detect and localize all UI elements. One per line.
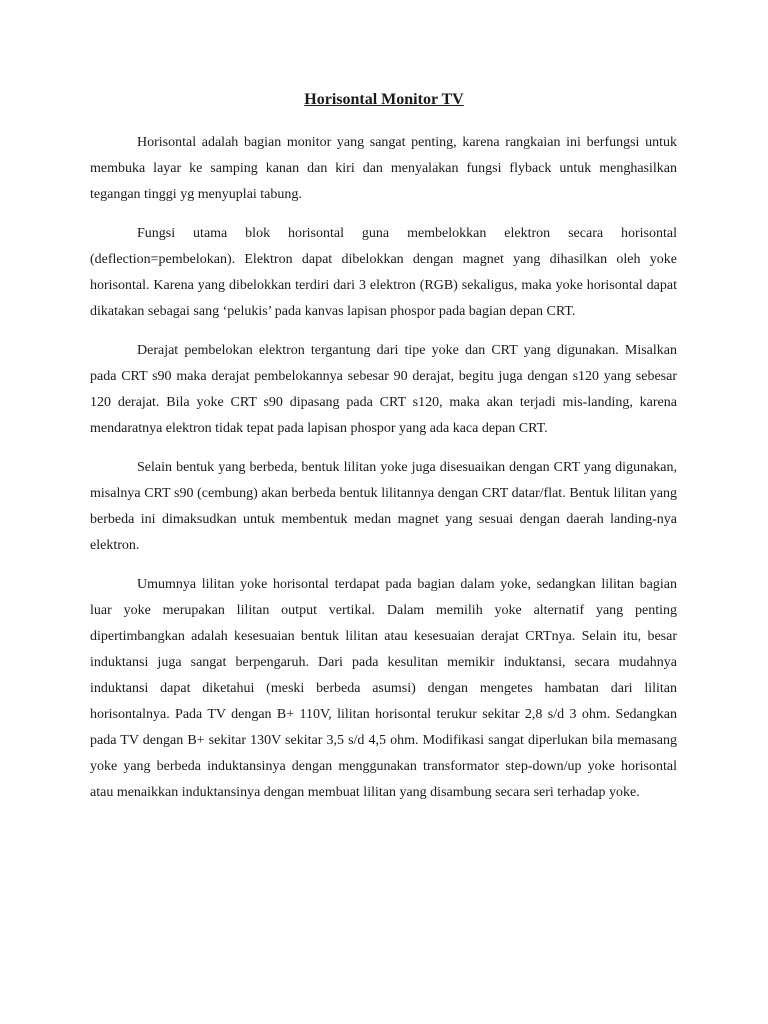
paragraph-4: Selain bentuk yang berbeda, bentuk lilitan yoke juga disesuaikan dengan CRT yang digunakan, misalnya CRT s90 (cembung) akan berbeda bentuk lilitannya dengan CRT datar/flat. Bentuk lilitan yang berbeda ini dimaksudkan untuk membentuk medan magnet yang sesuai dengan daerah landing-nya elektron. (90, 460, 677, 553)
paragraph-3: Derajat pembelokan elektron tergantung dari tipe yoke dan CRT yang digunakan. Misalkan pada CRT s90 maka derajat pembelokannya sebesar 90 derajat, begitu juga dengan s120 yang sebesar 120 derajat. Bila yoke CRT s90 dipasang pada CRT s120, maka akan terjadi mis-landing, karena mendaratnya elektron tidak tepat pada lapisan phospor yang ada kaca depan CRT. (90, 343, 677, 436)
document-body (90, 130, 677, 819)
paragraph-1: Horisontal adalah bagian monitor yang sangat penting, karena rangkaian ini berfungsi untuk membuka layar ke samping kanan dan kiri dan menyalakan fungsi flyback untuk menghasilkan tegangan tinggi yg menyuplai tabung. (90, 135, 677, 202)
paragraph-2: Fungsi utama blok horisontal guna membelokkan elektron secara horisontal (deflection=pembelokan). Elektron dapat dibelokkan dengan magnet yang dihasilkan oleh yoke horisontal. Karena yang dibelokkan terdiri dari 3 elektron (RGB) sekaligus, maka yoke horisontal dapat dikatakan sebagai sang ‘pelukis’ pada kanvas lapisan phospor pada bagian depan CRT. (90, 226, 677, 319)
paragraph-5: Umumnya lilitan yoke horisontal terdapat pada bagian dalam yoke, sedangkan lilitan bagian luar yoke merupakan lilitan output vertikal. Dalam memilih yoke alternatif yang penting dipertimbangkan adalah kesesuaian bentuk lilitan atau kesesuaian derajat CRTnya. Selain itu, besar induktansi juga sangat berpengaruh. Dari pada kesulitan memikir induktansi, secara mudahnya induktansi dapat diketahui (meski berbeda asumsi) dengan mengetes hambatan dari lilitan horisontalnya. Pada TV dengan B+ 110V, lilitan horisontal terukur sekitar 2,8 s/d 3 ohm. Sedangkan pada TV dengan B+ sekitar 130V sekitar 3,5 s/d 4,5 ohm. Modifikasi sangat diperlukan bila memasang yoke yang berbeda induktansinya dengan menggunakan transformator step-down/up yoke horisontal atau menaikkan induktansinya dengan membuat lilitan yang disambung secara seri terhadap yoke. (90, 577, 677, 800)
document-title: Horisontal Monitor TV (304, 91, 464, 108)
